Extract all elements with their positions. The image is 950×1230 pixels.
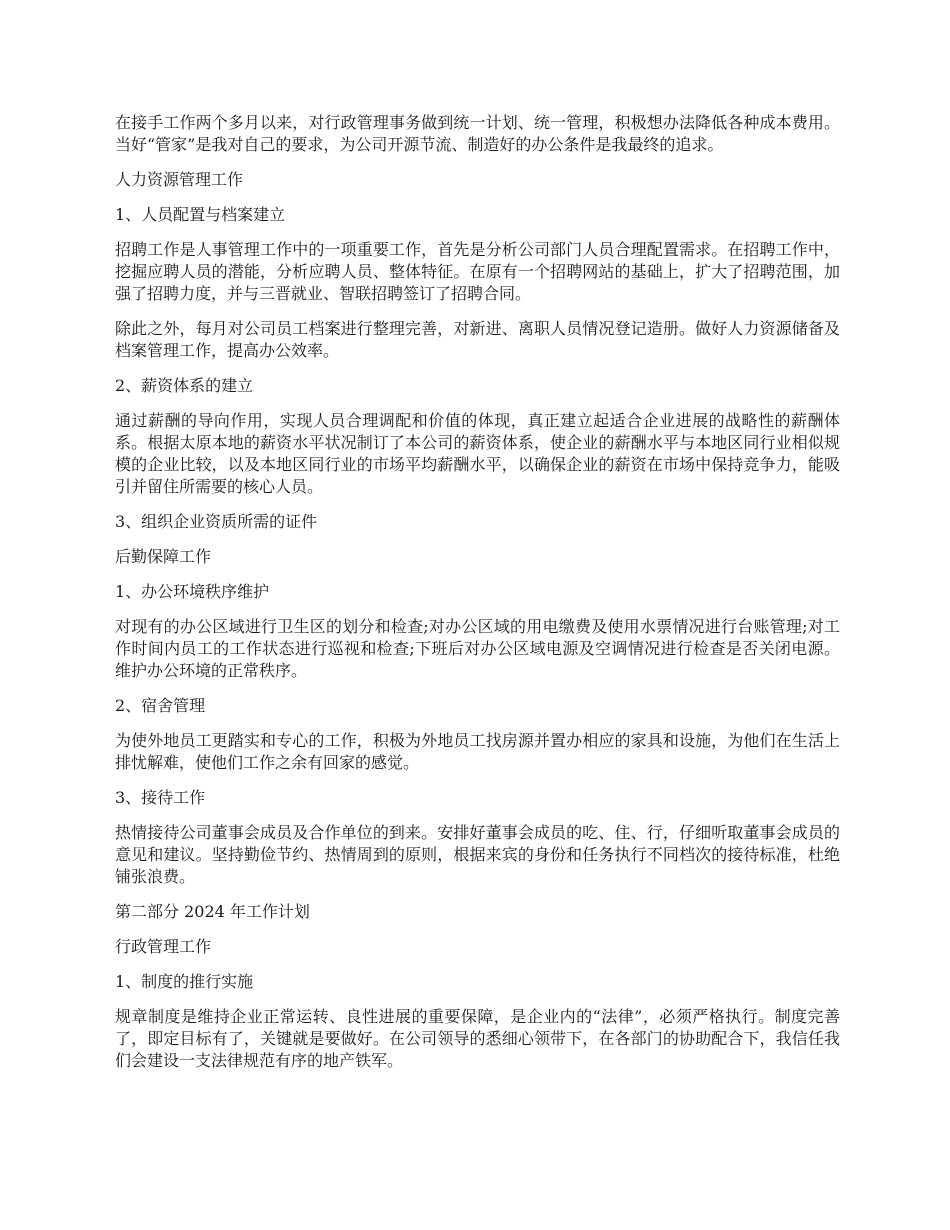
section-heading-logistics: 后勤保障工作 bbox=[115, 547, 212, 566]
section-heading-hr: 人力资源管理工作 bbox=[115, 170, 244, 189]
subheading-reception: 3、接待工作 bbox=[115, 788, 206, 807]
paragraph-salary: 通过薪酬的导向作用，实现人员合理调配和价值的体现，真正建立起适合企业进展的战略性的薪酬体系。根据太原本地的薪资水平状况制订了本公司的薪资体系，使企业的薪酬水平与本地区同行业相似规模的企业比较，以及本地区同行业的市场平均薪酬水平，以确保企业的薪资在市场中保持竞争力，能吸引并留住所需要的核心人员。 bbox=[115, 411, 840, 496]
subheading-certificates: 3、组织企业资质所需的证件 bbox=[115, 512, 318, 531]
paragraph-office-order: 对现有的办公区域进行卫生区的划分和检查;对办公区域的用电缴费及使用水票情况进行台账管理;对工作时间内员工的工作状态进行巡视和检查;下班后对办公区域电源及空调情况进行检查是否关闭电源。维护办公环境的正常秩序。 bbox=[115, 617, 840, 680]
subheading-office-order: 1、办公环境秩序维护 bbox=[115, 582, 270, 601]
intro-paragraph: 在接手工作两个多月以来，对行政管理事务做到统一计划、统一管理，积极想办法降低各种成本费用。当好“管家”是我对自己的要求，为公司开源节流、制造好的办公条件是我最终的追求。 bbox=[115, 113, 840, 154]
paragraph-archives: 除此之外，每月对公司员工档案进行整理完善，对新进、离职人员情况登记造册。做好人力资源储备及档案管理工作，提高办公效率。 bbox=[115, 319, 840, 360]
paragraph-reception: 热情接待公司董事会成员及合作单位的到来。安排好董事会成员的吃、住、行，仔细听取董事会成员的意见和建议。坚持勤俭节约、热情周到的原则，根据来宾的身份和任务执行不同档次的接待标准，杜绝铺张浪费。 bbox=[115, 823, 840, 886]
subheading-dormitory: 2、宿舍管理 bbox=[115, 696, 206, 715]
subheading-salary: 2、薪资体系的建立 bbox=[115, 376, 254, 395]
document-page bbox=[115, 112, 840, 1085]
section-heading-admin: 行政管理工作 bbox=[115, 937, 212, 956]
paragraph-dormitory: 为使外地员工更踏实和专心的工作，积极为外地员工找房源并置办相应的家具和设施，为他们在生活上排忧解难，使他们工作之余有回家的感觉。 bbox=[115, 731, 840, 772]
subheading-rules: 1、制度的推行实施 bbox=[115, 972, 254, 991]
subheading-staffing: 1、人员配置与档案建立 bbox=[115, 205, 286, 224]
paragraph-rules: 规章制度是维持企业正常运转、良性进展的重要保障，是企业内的“法律”，必须严格执行。制度完善了，即定目标有了，关键就是要做好。在公司领导的悉细心领带下，在各部门的协助配合下，我信任我们会建设一支法律规范有序的地产铁军。 bbox=[115, 1007, 840, 1070]
part-two-heading: 第二部分 2024 年工作计划 bbox=[115, 902, 310, 921]
paragraph-recruitment: 招聘工作是人事管理工作中的一项重要工作，首先是分析公司部门人员合理配置需求。在招聘工作中，挖掘应聘人员的潜能，分析应聘人员、整体特征。在原有一个招聘网站的基础上，扩大了招聘范围，加强了招聘力度，并与三晋就业、智联招聘签订了招聘合同。 bbox=[115, 240, 840, 303]
